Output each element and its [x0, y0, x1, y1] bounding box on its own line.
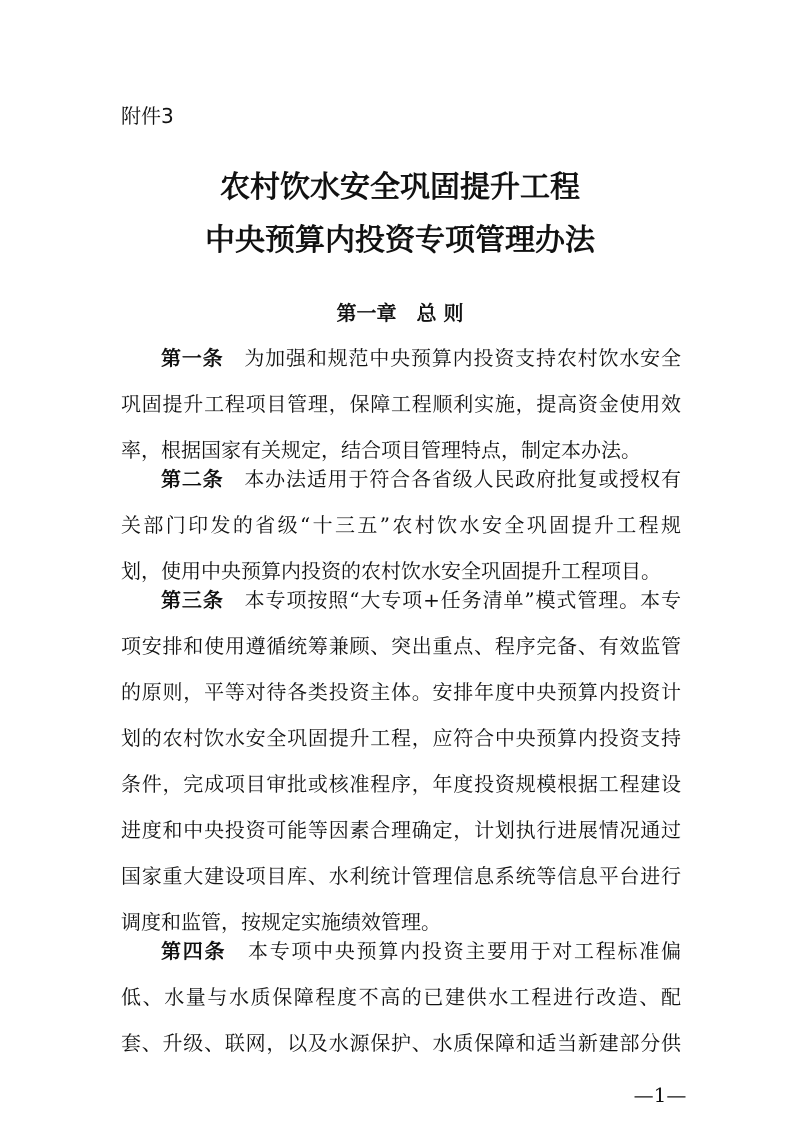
- article-text: 本专项中央预算内投资主要用于对工程标准偏: [246, 939, 682, 963]
- article-label: 第二条: [161, 467, 224, 491]
- article-1-line-2: 巩固提升工程项目管理，保障工程顺利实施，提高资金使用效: [121, 392, 681, 416]
- article-label: 第一条: [161, 346, 224, 370]
- article-4-line-1: [161, 937, 681, 965]
- article-3-line-2: 项安排和使用遵循统筹兼顾、突出重点、程序完备、有效监管: [121, 634, 681, 658]
- attachment-label: 附件3: [121, 104, 174, 128]
- article-text: 为加强和规范中央预算内投资支持农村饮水安全: [243, 346, 681, 370]
- article-3-line-4: 划的农村饮水安全巩固提升工程，应符合中央预算内投资支持: [121, 726, 681, 750]
- article-3-line-1: [161, 586, 681, 614]
- chapter-label: 第一章: [336, 301, 397, 325]
- article-3-line-6: 进度和中央投资可能等因素合理确定，计划执行进展情况通过: [121, 818, 681, 842]
- chapter-name: 总 则: [416, 301, 464, 325]
- article-1-line-1: [161, 344, 681, 372]
- article-1-line-3: 率，根据国家有关规定，结合项目管理特点，制定本办法。: [121, 438, 641, 462]
- article-text: 本专项按照“大专项+任务清单”模式管理。本专: [243, 588, 681, 612]
- article-label: 第三条: [161, 588, 224, 612]
- document-title-line-2: 中央预算内投资专项管理办法: [205, 223, 595, 258]
- article-3-line-3: 的原则，平等对待各类投资主体。安排年度中央预算内投资计: [121, 680, 681, 704]
- document-title-line-1: 农村饮水安全巩固提升工程: [220, 170, 580, 205]
- article-text: 本办法适用于符合各省级人民政府批复或授权有: [243, 467, 681, 491]
- article-2-line-2: 关部门印发的省级“十三五”农村饮水安全巩固提升工程规: [121, 513, 681, 537]
- article-2-line-1: [161, 465, 681, 493]
- article-4-line-3: 套、升级、联网，以及水源保护、水质保障和适当新建部分供: [121, 1031, 681, 1055]
- article-3-line-7: 国家重大建设项目库、水利统计管理信息系统等信息平台进行: [121, 864, 681, 888]
- article-2-line-3: 划，使用中央预算内投资的农村饮水安全巩固提升工程项目。: [121, 559, 661, 583]
- page-number: —1—: [633, 1083, 687, 1107]
- article-3-line-8: 调度和监管，按规定实施绩效管理。: [121, 910, 441, 934]
- article-3-line-5: 条件，完成项目审批或核准程序，年度投资规模根据工程建设: [121, 772, 681, 796]
- chapter-heading: [0, 299, 800, 327]
- article-4-line-2: 低、水量与水质保障程度不高的已建供水工程进行改造、配: [121, 985, 681, 1009]
- article-label: 第四条: [161, 939, 227, 963]
